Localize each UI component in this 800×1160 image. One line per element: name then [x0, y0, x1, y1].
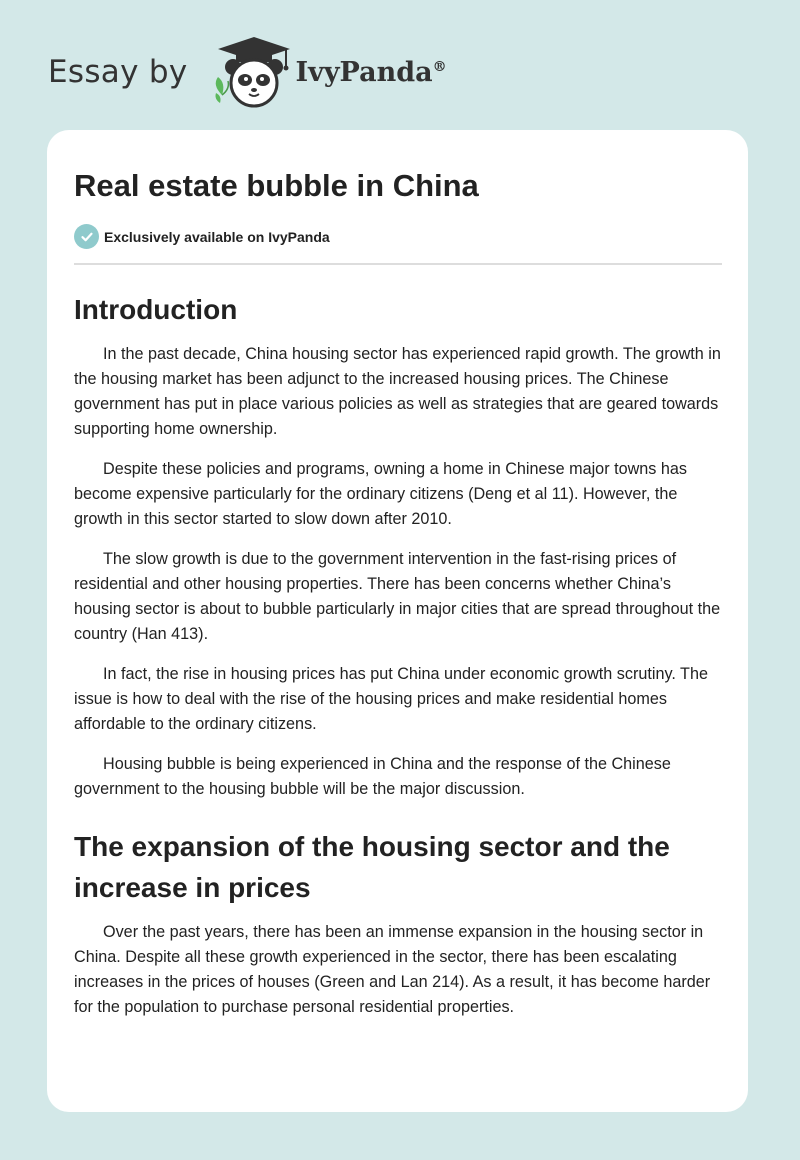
section-heading: The expansion of the housing sector and the increase in prices — [74, 831, 670, 903]
paragraph: Housing bubble is being experienced in China and the response of the Chinese government to the housing bubble will be the major discussion. — [74, 755, 671, 798]
panda-graduation-cap-logo-icon — [206, 33, 302, 111]
section-heading: Introduction — [74, 294, 238, 325]
paragraph: In fact, the rise in housing prices has put China under economic growth scrutiny. The issue is how to deal with the rise of the housing prices and make residential homes affordable to the ordinary citizens. — [74, 665, 708, 733]
divider — [74, 263, 722, 265]
paragraph: In the past decade, China housing sector has experienced rapid growth. The growth in the housing market has been adjunct to the increased housing prices. The Chinese government has put in place various policies as well as strategies that are geared towards supporting home ownership. — [74, 345, 721, 438]
exclusive-badge — [74, 224, 722, 249]
badge-text: Exclusively available on IvyPanda — [104, 228, 330, 245]
brand-name: IvyPanda® — [295, 56, 447, 88]
section-introduction — [74, 289, 722, 802]
paragraph: Despite these policies and programs, owning a home in Chinese major towns has become expensive particularly for the ordinary citizens (Deng et al 11). However, the growth in this sector started to slow down after 2010. — [74, 460, 687, 528]
paragraph: The slow growth is due to the government intervention in the fast-rising prices of residential and other housing properties. There has been concerns whether China’s housing sector is about to bubble particularly in major cities that are spread throughout the country (Han 413). — [74, 550, 721, 643]
page-title: Real estate bubble in China — [74, 168, 479, 203]
brand-prefix: Essay by — [48, 54, 188, 90]
brand-header[interactable] — [48, 32, 447, 112]
check-circle-icon — [74, 224, 99, 249]
essay-card — [47, 130, 748, 1112]
section-housing-expansion — [74, 826, 722, 1020]
paragraph: Over the past years, there has been an immense expansion in the housing sector in China. Despite all these growth experienced in the sector, there has been escalating increases in the prices of houses (Green and Lan 214). As a result, it has become harder for the population to purchase personal residential properties. — [74, 923, 711, 1016]
